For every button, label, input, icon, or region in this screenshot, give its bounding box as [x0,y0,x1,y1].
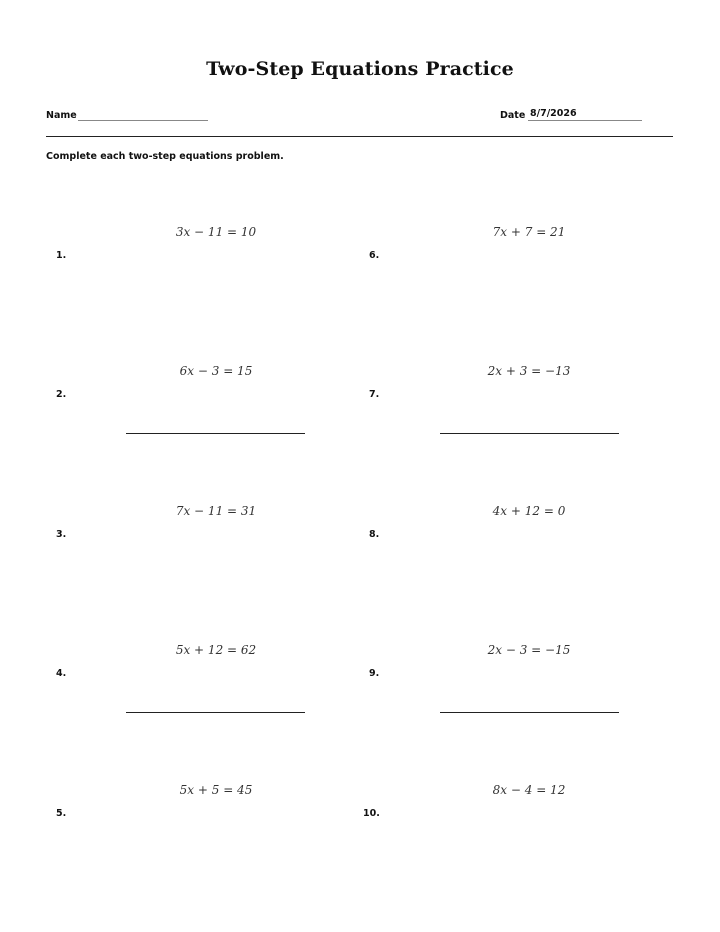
date-value: 8/7/2026 [530,108,577,119]
date-field[interactable] [528,120,642,121]
date-label: Date [500,110,526,121]
answer-line[interactable] [440,433,619,434]
problem-equation: 5x + 12 = 62 [175,643,257,657]
problem-number: 6. [369,250,380,261]
problem-equation: 2x + 3 = −13 [487,364,571,378]
problem-number: 2. [56,389,67,400]
answer-line[interactable] [126,433,305,434]
problem-equation: 7x + 7 = 21 [492,225,566,239]
problem-number: 9. [369,668,380,679]
problem-equation: 6x − 3 = 15 [179,364,253,378]
name-field[interactable] [78,120,208,121]
answer-line[interactable] [440,712,619,713]
header-divider [46,136,673,137]
answer-line[interactable] [126,712,305,713]
problem-equation: 4x + 12 = 0 [492,504,566,518]
problem-equation: 8x − 4 = 12 [492,783,566,797]
problem-equation: 5x + 5 = 45 [179,783,253,797]
problem-equation: 2x − 3 = −15 [487,643,571,657]
problem-number: 3. [56,529,67,540]
problem-equation: 3x − 11 = 10 [175,225,257,239]
problem-number: 5. [56,808,67,819]
name-label: Name [46,110,77,121]
problem-number: 8. [369,529,380,540]
problem-number: 4. [56,668,67,679]
problem-number: 1. [56,250,67,261]
problem-number: 10. [363,808,380,819]
worksheet-title: Two-Step Equations Practice [206,58,514,80]
problem-equation: 7x − 11 = 31 [175,504,257,518]
problem-number: 7. [369,389,380,400]
instructions: Complete each two-step equations problem. [46,151,284,162]
